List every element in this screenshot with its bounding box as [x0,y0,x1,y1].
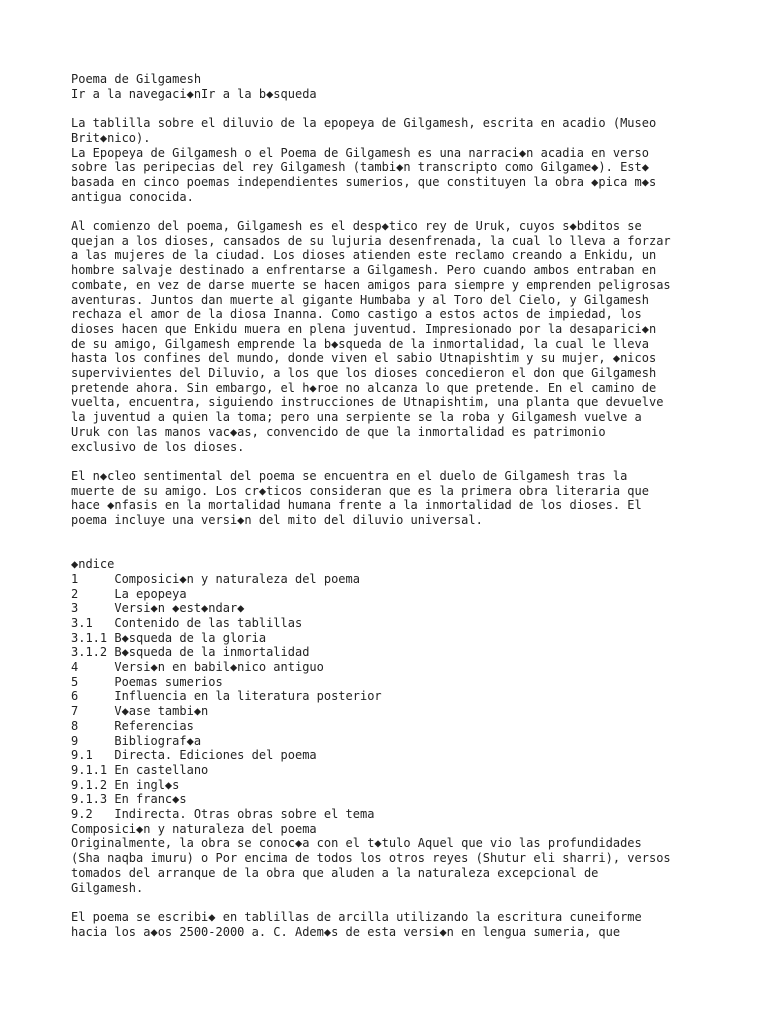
text-line: hasta los confines del mundo, donde viven el sabio Utnapishtim y su mujer, ◆nicos [71,351,657,366]
text-line: El poema se escribi◆ en tablillas de arcilla utilizando la escritura cuneiforme [71,909,642,924]
text-line: muerte de su amigo. Los cr◆ticos consideran que es la primera obra literaria que [71,483,649,498]
text-line: quejan a los dioses, cansados de su lujuria desenfrenada, la cual lo lleva a forzar [71,233,671,248]
text-line: a las mujeres de la ciudad. Los dioses atienden este reclamo creando a Enkidu, un [71,248,657,263]
text-line [71,895,708,910]
text-line [71,454,708,469]
text-line: Poema de Gilgamesh [71,72,202,86]
text-line: pretende ahora. Sin embargo, el h◆roe no alcanza lo que pretende. En el camino de [71,380,657,395]
text-line: 3.1.1 B◆squeda de la gloria [71,630,267,645]
text-line: Brit◆nico). [71,130,151,145]
text-line: Ir a la navegaci◆nIr a la b◆squeda [71,86,317,101]
text-line: dioses hacen que Enkidu muera en plena juventud. Impresionado por la desaparici◆n [71,321,657,336]
document-text [71,72,708,939]
text-line: la juventud a quien la toma; pero una serpiente se la roba y Gilgamesh vuelve a [71,410,642,425]
text-line: antigua conocida. [71,189,194,204]
text-line: 9.1.2 En ingl◆s [71,777,180,792]
text-line: Al comienzo del poema, Gilgamesh es el desp◆tico rey de Uruk, cuyos s◆bditos se [71,219,642,233]
text-line: poema incluye una versi◆n del mito del diluvio universal. [71,513,483,528]
text-line: Uruk con las manos vac◆as, convencido de que la inmortalidad es patrimonio [71,424,606,439]
text-line: sobre las peripecias del rey Gilgamesh (tambi◆n transcripto como Gilgame◆). Est◆ [71,160,649,175]
text-line: 3 Versi◆n ◆est◆ndar◆ [71,601,245,616]
text-line: exclusivo de los dioses. [71,439,245,454]
text-line: tomados del arranque de la obra que aluden a la naturaleza excepcional de [71,865,599,880]
text-line: 1 Composici◆n y naturaleza del poema [71,571,360,586]
text-line: rechaza el amor de la diosa Inanna. Como castigo a estos actos de impiedad, los [71,307,642,322]
text-line: Originalmente, la obra se conoc◆a con el t◆tulo Aquel que vio las profundidades [71,836,642,851]
text-line: combate, en vez de darse muerte se hacen amigos para siempre y emprenden peligrosas [71,277,671,292]
text-line [71,528,708,543]
text-line: 9 Bibliograf◆a [71,733,202,748]
text-line: 3.1 Contenido de las tablillas [71,615,303,630]
text-line: Composici◆n y naturaleza del poema [71,821,317,836]
text-line: 5 Poemas sumerios [71,674,223,689]
text-line: basada en cinco poemas independientes sumerios, que constituyen la obra ◆pica m◆s [71,174,657,189]
text-line: 2 La epopeya [71,586,187,601]
text-line: hace ◆nfasis en la mortalidad humana frente a la inmortalidad de los dioses. El [71,498,642,513]
text-line: La tablilla sobre el diluvio de la epopeya de Gilgamesh, escrita en acadio (Museo [71,116,657,131]
text-line: 7 V◆ase tambi◆n [71,704,209,719]
text-line: El n◆cleo sentimental del poema se encuentra en el duelo de Gilgamesh tras la [71,468,628,483]
text-line: Gilgamesh. [71,880,144,895]
text-line: 9.1.1 En castellano [71,762,209,777]
text-line: aventuras. Juntos dan muerte al gigante Humbaba y al Toro del Cielo, y Gilgamesh [71,292,649,307]
text-line [71,542,708,557]
text-line: 3.1.2 B◆squeda de la inmortalidad [71,645,310,660]
text-line: ◆ndice [71,557,115,572]
text-line: (Sha naqba imuru) o Por encima de todos los otros reyes (Shutur eli sharri), versos [71,851,671,866]
text-line [71,101,708,116]
text-line: 6 Influencia en la literatura posterior [71,689,382,704]
text-line [71,204,708,219]
text-line: hacia los a◆os 2500-2000 a. C. Adem◆s de esta versi◆n en lengua sumeria, que [71,924,621,939]
text-line: 9.1.3 En franc◆s [71,792,187,807]
text-line: 4 Versi◆n en babil◆nico antiguo [71,660,324,675]
text-line: de su amigo, Gilgamesh emprende la b◆squeda de la inmortalidad, la cual le lleva [71,336,649,351]
text-line: hombre salvaje destinado a enfrentarse a Gilgamesh. Pero cuando ambos entraban en [71,263,657,278]
text-line: 9.2 Indirecta. Otras obras sobre el tema [71,807,375,822]
text-line: supervivientes del Diluvio, a los que los dioses concedieron el don que Gilgamesh [71,366,657,381]
text-line: vuelta, encuentra, siguiendo instrucciones de Utnapishtim, una planta que devuelve [71,395,664,410]
text-line: 8 Referencias [71,718,194,733]
text-line: La Epopeya de Gilgamesh o el Poema de Gilgamesh es una narraci◆n acadia en verso [71,145,649,160]
text-line: 9.1 Directa. Ediciones del poema [71,748,317,763]
